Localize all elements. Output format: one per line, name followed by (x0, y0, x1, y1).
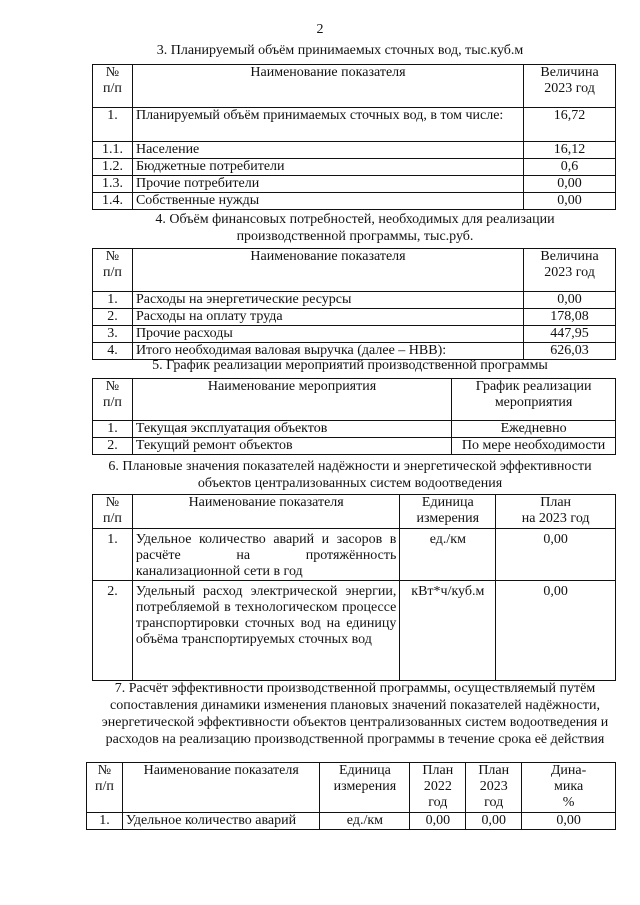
table-header-row (93, 379, 616, 421)
table-row (93, 581, 616, 681)
cell-no: 3. (93, 326, 133, 343)
header-unit: Единица измерения (400, 495, 496, 529)
section-4-title: 4. Объём финансовых потребностей, необходимых для реализации производственной программы, тыс.руб. (155, 212, 555, 244)
table-efficiency-calculation (86, 762, 616, 830)
header-plan-2023: План 2023 год (466, 763, 522, 813)
cell-value: 0,6 (524, 159, 616, 176)
table-row (93, 292, 616, 309)
table-row (93, 108, 616, 142)
table-row (93, 438, 616, 455)
header-plan-2022: План 2022 год (410, 763, 466, 813)
cell-name: Удельный расход электрической энергии, потребляемой в технологическом процессе транспортировки сточных вод на единицу объёма транспортируемых сточных вод (132, 581, 399, 681)
section-5-title: 5. График реализации мероприятий производственной программы (152, 358, 548, 373)
cell-value: 178,08 (524, 309, 616, 326)
cell-no: 1.2. (93, 159, 133, 176)
cell-value: 0,00 (524, 176, 616, 193)
section-3-title: 3. Планируемый объём принимаемых сточных вод, тыс.куб.м (156, 43, 524, 58)
header-name: Наименование показателя (132, 249, 523, 292)
cell-name: Текущая эксплуатация объектов (132, 421, 451, 438)
cell-name: Текущий ремонт объектов (132, 438, 451, 455)
table-row (93, 326, 616, 343)
table-reliability-indicators (92, 494, 616, 681)
cell-unit: ед./км (320, 813, 410, 830)
cell-name: Расходы на оплату труда (132, 309, 523, 326)
cell-value: 0,00 (524, 193, 616, 210)
cell-unit: ед./км (400, 529, 496, 581)
table-header-row (93, 495, 616, 529)
header-no: № п/п (93, 65, 133, 108)
cell-plan: 0,00 (496, 581, 616, 681)
cell-no: 2. (93, 438, 133, 455)
cell-no: 1. (87, 813, 123, 830)
table-financial-needs (92, 248, 616, 360)
header-no: № п/п (93, 379, 133, 421)
header-value: Величина 2023 год (524, 65, 616, 108)
cell-name: Прочие потребители (132, 176, 523, 193)
cell-no: 2. (93, 309, 133, 326)
header-name: Наименование показателя (122, 763, 320, 813)
cell-unit: кВт*ч/куб.м (400, 581, 496, 681)
table-header-row (93, 65, 616, 108)
table-row (93, 159, 616, 176)
cell-no: 1.1. (93, 142, 133, 159)
cell-name: Прочие расходы (132, 326, 523, 343)
cell-no: 1.4. (93, 193, 133, 210)
cell-no: 1. (93, 529, 133, 581)
header-no: № п/п (93, 495, 133, 529)
cell-name: Собственные нужды (132, 193, 523, 210)
section-7-title: 7. Расчёт эффективности производственной программы, осуществляемый путём сопоставления динамики изменения плановых значений показателей надёжности, энергетической эффективности объектов централизованных систем водоотведения и расходов на реализацию производственной программы в течение срока её действия (101, 681, 609, 747)
cell-plan: 0,00 (496, 529, 616, 581)
cell-value: 16,12 (524, 142, 616, 159)
cell-name: Планируемый объём принимаемых сточных вод, в том числе: (132, 108, 523, 142)
cell-value: 16,72 (524, 108, 616, 142)
cell-no: 4. (93, 343, 133, 360)
table-row (93, 309, 616, 326)
cell-name: Итого необходимая валовая выручка (далее – НВВ): (132, 343, 523, 360)
table-header-row (87, 763, 616, 813)
table-row (93, 421, 616, 438)
cell-name: Удельное количество аварий и засоров в расчёте на протяжённость канализационной сети в год (132, 529, 399, 581)
cell-no: 1. (93, 108, 133, 142)
header-name: Наименование мероприятия (132, 379, 451, 421)
cell-schedule: По мере необходимости (452, 438, 616, 455)
cell-value: 626,03 (524, 343, 616, 360)
header-schedule: График реализации мероприятия (452, 379, 616, 421)
table-row (87, 813, 616, 830)
cell-no: 1. (93, 421, 133, 438)
table-planned-volume (92, 64, 616, 210)
header-no: № п/п (87, 763, 123, 813)
header-name: Наименование показателя (132, 65, 523, 108)
header-name: Наименование показателя (132, 495, 399, 529)
header-unit: Единица измерения (320, 763, 410, 813)
cell-dynamics: 0,00 (522, 813, 616, 830)
cell-plan-2023: 0,00 (466, 813, 522, 830)
cell-no: 1. (93, 292, 133, 309)
header-no: № п/п (93, 249, 133, 292)
cell-plan-2022: 0,00 (410, 813, 466, 830)
table-row (93, 529, 616, 581)
table-row (93, 176, 616, 193)
header-plan: План на 2023 год (496, 495, 616, 529)
table-schedule (92, 378, 616, 455)
cell-no: 2. (93, 581, 133, 681)
cell-name: Расходы на энергетические ресурсы (132, 292, 523, 309)
header-dynamics: Дина- мика % (522, 763, 616, 813)
table-row (93, 193, 616, 210)
cell-name: Население (132, 142, 523, 159)
page-number: 2 (316, 22, 324, 37)
cell-value: 447,95 (524, 326, 616, 343)
cell-no: 1.3. (93, 176, 133, 193)
section-6-title: 6. Плановые значения показателей надёжности и энергетической эффективности объектов централизованных систем водоотведения (108, 459, 592, 491)
cell-schedule: Ежедневно (452, 421, 616, 438)
table-row (93, 142, 616, 159)
cell-value: 0,00 (524, 292, 616, 309)
cell-name: Удельное количество аварий (122, 813, 320, 830)
cell-name: Бюджетные потребители (132, 159, 523, 176)
header-value: Величина 2023 год (524, 249, 616, 292)
table-header-row (93, 249, 616, 292)
